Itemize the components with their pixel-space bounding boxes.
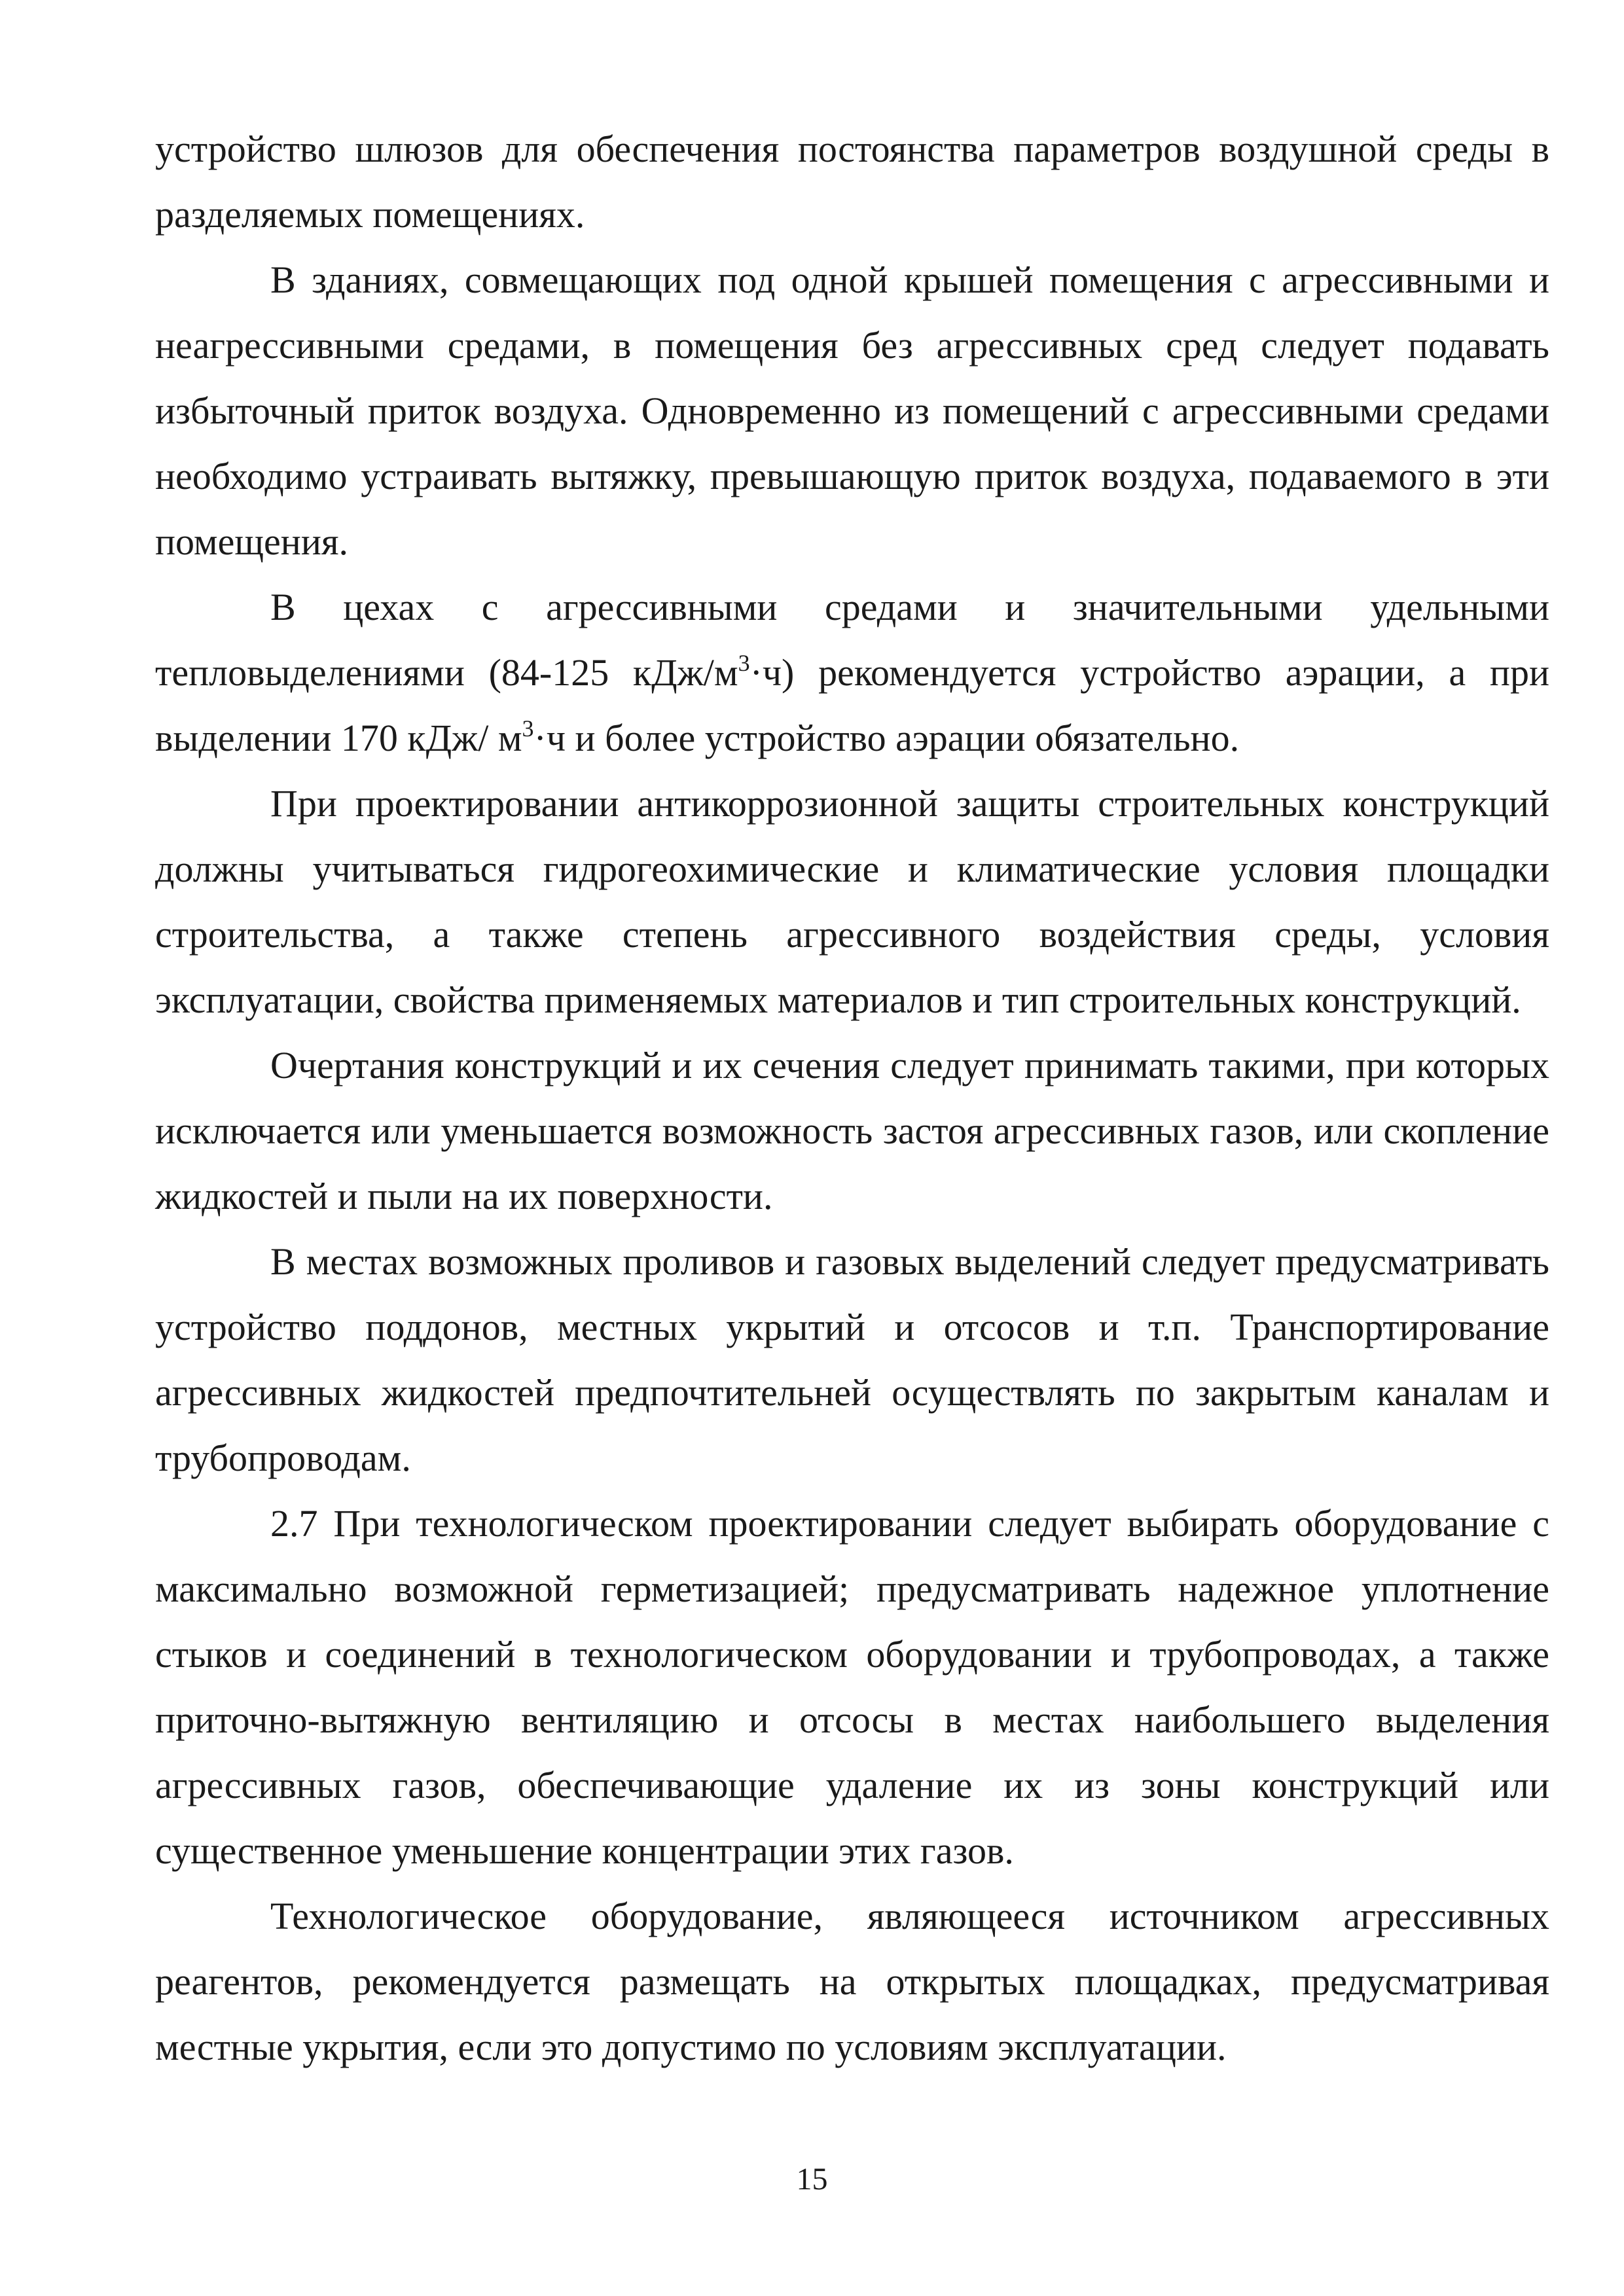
page-number: 15 <box>796 2162 828 2197</box>
aeration-text-part3: ·ч и более устройство аэрации обязательно. <box>533 717 1240 759</box>
aeration-text-part2: ·ч) рекомендуется устройство аэрации, а при выделении 170 кДж/ м <box>155 651 1549 759</box>
aeration-text-part1: В цехах с агрессивными средами и значительными удельными тепловыделениями (84-125 кДж/м <box>155 586 1549 694</box>
aeration-superscript-2: 3 <box>522 715 534 742</box>
paragraph-spill-areas: В местах возможных проливов и газовых выделений следует предусматривать устройство поддонов, местных укрытий и отсосов и т.п. Транспортирование агрессивных жидкостей предпочтительней осуществлять по закрытым каналам и трубопроводам. <box>155 1240 1549 1479</box>
paragraph-airlocks: устройство шлюзов для обеспечения постоянства параметров воздушной среды в разделяемых помещениях. <box>155 128 1549 236</box>
body-text <box>155 117 1549 2080</box>
paragraph-section-2-7: 2.7 При технологическом проектировании следует выбирать оборудование с максимально возможной герметизацией; предусматривать надежное уплотнение стыков и соединений в технологическом оборудовании и трубопроводах, а также приточно-вытяжную вентиляцию и отсосы в местах наибольшего выделения агрессивных газов, обеспечивающие удаление их из зоны конструкций или существенное уменьшение концентрации этих газов. <box>155 1502 1549 1872</box>
paragraph-structure-shapes: Очертания конструкций и их сечения следует принимать такими, при которых исключается или уменьшается возможность застоя агрессивных газов, или скопление жидкостей и пыли на их поверхности. <box>155 1044 1549 1217</box>
paragraph-equipment-placement: Технологическое оборудование, являющееся источником агрессивных реагентов, рекомендуется размещать на открытых площадках, предусматривая местные укрытия, если это допустимо по условиям эксплуатации. <box>155 1895 1549 2068</box>
paragraph-ventilation: В зданиях, совмещающих под одной крышей помещения с агрессивными и неагрессивными средами, в помещения без агрессивных сред следует подавать избыточный приток воздуха. Одновременно из помещений с агрессивными средами необходимо устраивать вытяжку, превышающую приток воздуха, подаваемого в эти помещения. <box>155 259 1549 563</box>
aeration-superscript-1: 3 <box>738 650 750 676</box>
paragraph-aeration <box>155 575 1549 771</box>
paragraph-corrosion-protection: При проектировании антикоррозионной защиты строительных конструкций должны учитываться гидрогеохимические и климатические условия площадки строительства, а также степень агрессивного воздействия среды, условия эксплуатации, свойства применяемых материалов и тип строительных конструкций. <box>155 782 1549 1021</box>
